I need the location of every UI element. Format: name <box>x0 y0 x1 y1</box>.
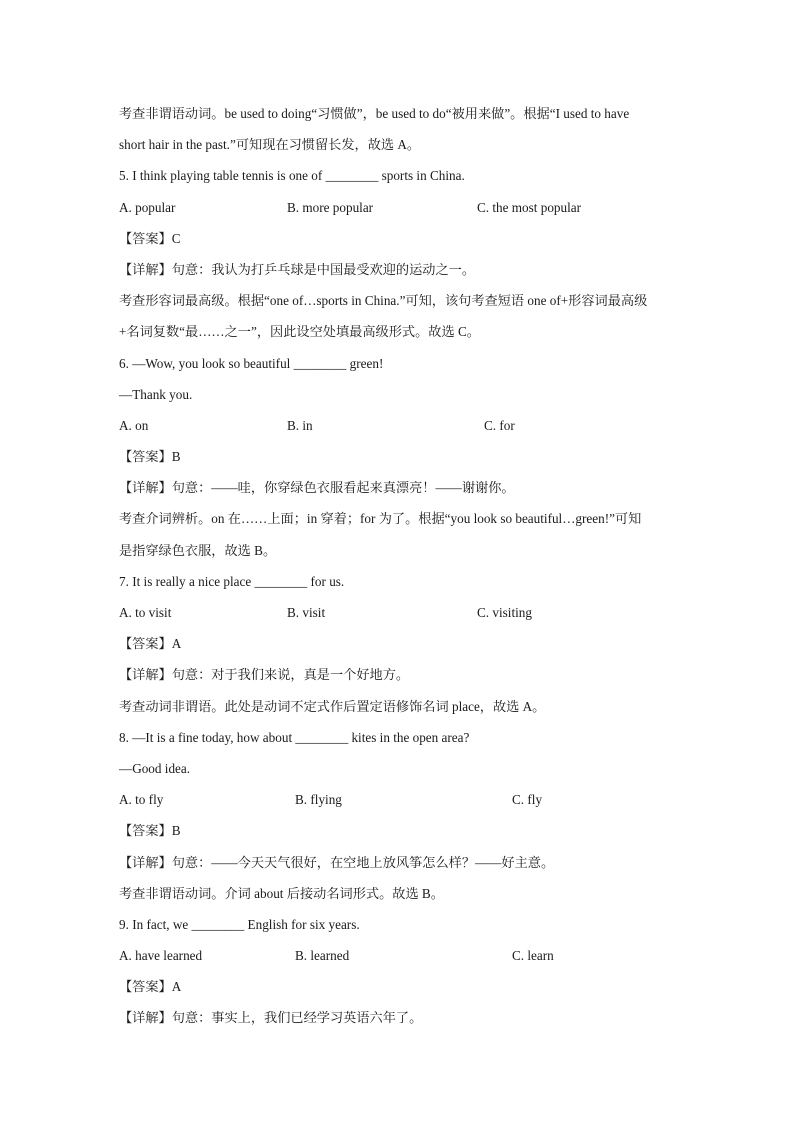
explanation-line: short hair in the past.”可知现在习惯留长发，故选 A。 <box>119 137 421 153</box>
explanation-line: 考查形容词最高级。根据“one of…sports in China.”可知，该句考查短语 one of+形容词最高级 <box>119 293 648 309</box>
answer-line: 【答案】B <box>119 823 181 839</box>
question-9: 9. In fact, we ________ English for six years. <box>119 916 360 932</box>
option-b: B. in <box>287 417 313 433</box>
answer-line: 【答案】B <box>119 449 181 465</box>
explanation-line: 考查介词辨析。on 在……上面；in 穿着；for 为了。根据“you look so beautiful…green!”可知 <box>119 511 642 527</box>
option-a: A. popular <box>119 199 176 215</box>
option-c: C. for <box>484 417 515 433</box>
option-a: A. on <box>119 417 149 433</box>
question-8: 8. —It is a fine today, how about ________ kites in the open area? <box>119 729 470 745</box>
option-c: C. the most popular <box>477 199 582 215</box>
explanation-line: 考查非谓语动词。介词 about 后接动名词形式。故选 B。 <box>119 885 444 901</box>
answer-line: 【答案】C <box>119 230 181 246</box>
question-9-options <box>119 940 689 971</box>
explanation-line: 【详解】句意：对于我们来说，真是一个好地方。 <box>119 667 410 683</box>
question-5-options <box>119 192 689 223</box>
explanation-line: 【详解】句意：——今天天气很好，在空地上放风筝怎么样？——好主意。 <box>119 854 555 870</box>
answer-line: 【答案】A <box>119 636 182 652</box>
option-a: A. to visit <box>119 605 172 620</box>
option-c: C. fly <box>512 792 543 808</box>
option-a: A. to fly <box>119 792 164 808</box>
question-6-options <box>119 410 689 441</box>
answer-line: 【答案】A <box>119 979 182 995</box>
question-7-options <box>119 597 689 628</box>
document-body <box>119 98 689 1034</box>
question-5: 5. I think playing table tennis is one of ________ sports in China. <box>119 168 465 184</box>
explanation-line: 考查动词非谓语。此处是动词不定式作后置定语修饰名词 place，故选 A。 <box>119 698 546 714</box>
explanation-line: 是指穿绿色衣服，故选 B。 <box>119 542 277 558</box>
question-6: 6. —Wow, you look so beautiful ________ green! <box>119 355 384 371</box>
explanation-line: +名词复数“最……之一”，因此设空处填最高级形式。故选 C。 <box>119 324 480 340</box>
option-b: B. more popular <box>287 199 374 215</box>
explanation-line: 【详解】句意：——哇，你穿绿色衣服看起来真漂亮！——谢谢你。 <box>119 480 515 496</box>
option-c: C. visiting <box>477 605 532 620</box>
question-7: 7. It is really a nice place ________ for us. <box>119 573 345 589</box>
question-8-options <box>119 784 689 815</box>
explanation-line: 【详解】句意：我认为打乒乓球是中国最受欢迎的运动之一。 <box>119 261 476 277</box>
explanation-line: 【详解】句意：事实上，我们已经学习英语六年了。 <box>119 1010 423 1026</box>
option-a: A. have learned <box>119 948 203 964</box>
option-c: C. learn <box>512 948 554 964</box>
question-6-reply: —Thank you. <box>119 386 193 402</box>
question-8-reply: —Good idea. <box>119 760 191 776</box>
option-b: B. visit <box>287 605 326 620</box>
option-b: B. flying <box>295 792 342 808</box>
option-b: B. learned <box>295 948 350 964</box>
explanation-line: 考查非谓语动词。be used to doing“习惯做”，be used to do“被用来做”。根据“I used to have <box>119 106 630 121</box>
